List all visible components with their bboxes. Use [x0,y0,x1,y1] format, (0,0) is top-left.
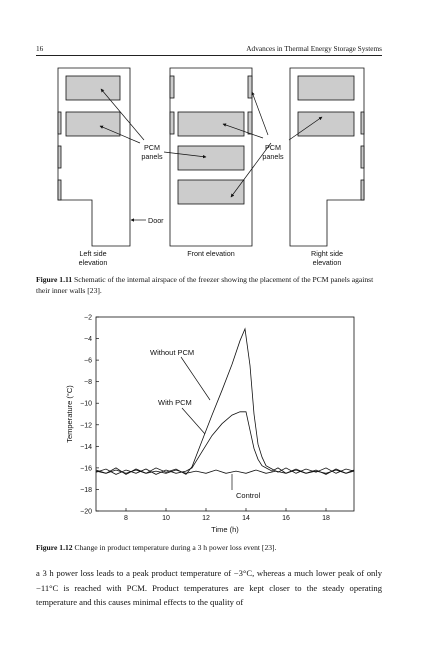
figure-1-12-caption-text: Change in product temperature during a 3 h power loss event [23]. [72,543,277,552]
y-tick-label: −8 [84,379,92,387]
figure-1-11-label: Figure 1.11 [36,275,73,284]
y-tick-label: −10 [80,400,92,408]
freezer-schematic [0,0,432,300]
page-number: 16 [36,44,44,53]
y-tick-label: −16 [80,465,92,473]
annotation-leader [181,357,210,400]
x-tick-label: 12 [202,515,210,522]
x-tick-label: 14 [242,515,250,522]
pointer-arrow [252,92,268,135]
y-tick-label: −2 [84,314,92,322]
pcm-panel [298,112,354,136]
left-side-label-2: elevation [78,258,108,267]
pcm-panel [178,112,244,136]
body-paragraph: a 3 h power loss leads to a peak product temperature of −3°C, whereas a much lower peak of only −11°C is reached with PCM. Product temperatures are kept closer to the steady operating temperature and this causes minimal effects to the quality of [36,568,382,607]
series-line-without-pcm [96,329,354,475]
wall-panel-edge [170,112,174,134]
right-side-label-1: Right side [311,249,343,258]
wall-panel-edge [248,76,252,98]
pcm-panels-label-right-1: PCM [265,143,281,152]
y-tick-label: −6 [84,357,92,365]
x-axis-label: Time (h) [211,525,239,534]
pcm-panel [298,76,354,100]
right-side-label-2: elevation [312,258,342,267]
annotation-leader [182,408,205,434]
x-tick-label: 16 [282,515,290,522]
y-tick-label: −4 [84,336,92,344]
pcm-panel [66,76,120,100]
figure-1-11-caption [36,274,382,296]
wall-panel-edge [58,112,61,134]
pcm-panel [178,180,244,204]
y-tick-label: −20 [80,508,92,516]
body-text [36,566,382,610]
y-tick-label: −18 [80,486,92,494]
annotation-with-pcm: With PCM [158,398,192,407]
annotation-control: Control [236,491,261,500]
wall-panel-edge [58,146,61,168]
y-tick-label: −14 [80,443,92,451]
pcm-panel [66,112,120,136]
wall-panel-edge [361,180,364,200]
door-label: Door [148,216,164,225]
annotation-without-pcm: Without PCM [150,348,195,357]
front-label: Front elevation [187,249,235,258]
x-tick-label: 18 [322,515,330,522]
figure-1-12-label: Figure 1.12 [36,543,73,552]
x-tick-label: 10 [162,515,170,522]
left-side-label-1: Left side [79,249,107,258]
wall-panel-edge [58,180,61,200]
figure-1-11-caption-text: Schematic of the internal airspace of the freezer showing the placement of the PCM panels against their inner walls [23]. [36,275,374,295]
x-tick-label: 8 [124,515,128,522]
y-tick-label: −12 [80,422,92,430]
pcm-panels-label-left-2: panels [141,152,163,161]
series-line-with-pcm [96,412,354,475]
plot-frame [96,317,354,511]
pcm-panels-label-right-2: panels [262,152,284,161]
running-title: Advances in Thermal Energy Storage Systems [246,44,382,53]
pcm-panels-label-left-1: PCM [144,143,160,152]
wall-panel-edge [361,146,364,168]
y-axis-label: Temperature (°C) [65,385,74,443]
pcm-panel [178,146,244,170]
figure-1-12-caption [36,542,382,553]
wall-panel-edge [361,112,364,134]
wall-panel-edge [248,112,252,134]
temperature-chart [0,300,432,540]
wall-panel-edge [170,76,174,98]
